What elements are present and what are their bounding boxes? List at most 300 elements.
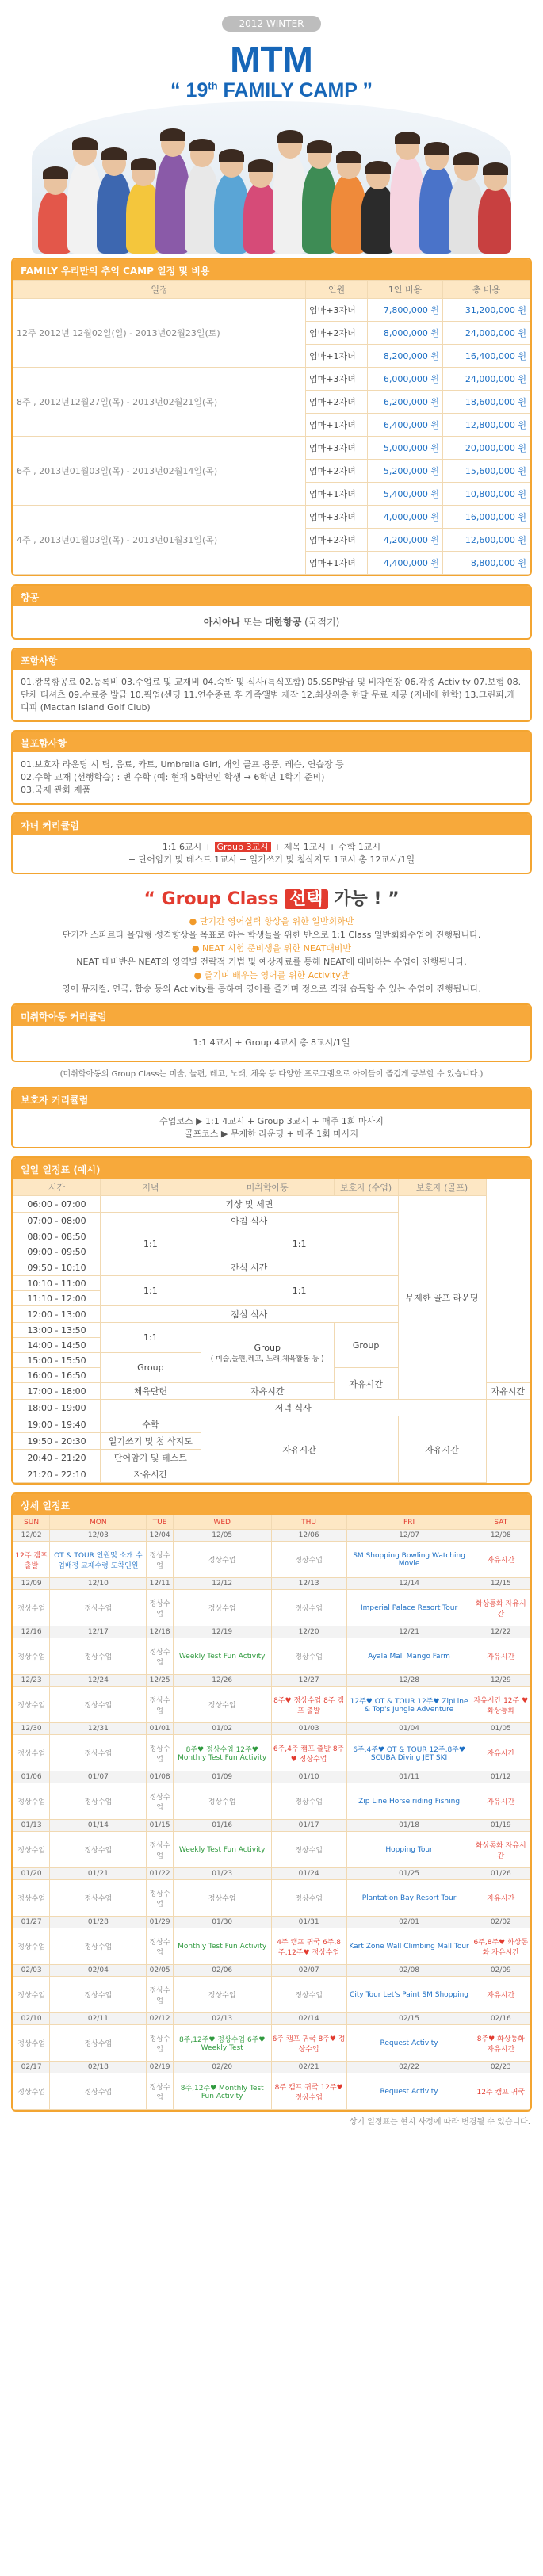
person-hair (131, 158, 156, 170)
event-cell: Request Activity (346, 2025, 472, 2062)
event-cell: 6주,4주♥ OT & TOUR 12주,8주♥ SCUBA Diving JET SKI (346, 1735, 472, 1771)
day-header: MON (50, 1515, 147, 1530)
event-cell: 자유시간 (472, 1638, 530, 1675)
event-cell: 6주,8주♥ 화상통화 자유시간 (472, 1928, 530, 1965)
price-row (13, 437, 530, 460)
price-people: 엄마+2자녀 (306, 322, 368, 345)
event-cell: Zip Line Horse riding Fishing (346, 1783, 472, 1820)
date-cell: 01/14 (50, 1820, 147, 1832)
date-cell: 02/03 (13, 1965, 50, 1977)
event-cell: 정상수업 (271, 1783, 346, 1820)
date-cell: 02/17 (13, 2062, 50, 2073)
activity-cell: 1:1 (201, 1229, 398, 1259)
airline-note: (국적기) (301, 617, 340, 628)
activity-cell: 자유시간 (201, 1383, 334, 1400)
activity-cell: 아침 식사 (101, 1213, 399, 1229)
date-cell: 02/04 (50, 1965, 147, 1977)
guardian-title: 보호자 커리큘럼 (13, 1088, 530, 1109)
date-cell: 01/24 (271, 1868, 346, 1880)
date-row (13, 1868, 530, 1880)
event-cell: 정상수업 (50, 1590, 147, 1626)
price-total: 16,400,000 원 (443, 345, 530, 368)
event-cell: 6주,4주 캠프 출발 8주♥ 정상수업 (271, 1735, 346, 1771)
person-hair (395, 132, 420, 144)
preschool-line: 1:1 4교시 + Group 4교시 총 8교시/1일 (193, 1038, 350, 1048)
date-cell: 02/09 (472, 1965, 530, 1977)
event-cell: 화상통화 자유시간 (472, 1832, 530, 1868)
event-row (13, 1590, 530, 1626)
preschool-group (201, 1323, 334, 1383)
price-people: 엄마+2자녀 (306, 529, 368, 552)
price-schedule: 8주 , 2012년12월27일(목) - 2013년02월21일(목) (13, 368, 306, 437)
activity-cell: 점심 식사 (101, 1306, 399, 1323)
daily-row (13, 1196, 530, 1213)
pre-group-label: Group (254, 1342, 281, 1353)
time-cell: 13:00 - 13:50 (13, 1323, 101, 1338)
pre-group-sub: ( 미술,놀편,레고, 노래,체육활동 등 ) (210, 1355, 324, 1363)
col-per-person: 1인 비용 (368, 281, 443, 299)
activity-cell: 체육단련 (101, 1383, 201, 1400)
event-cell: 정상수업 (173, 1687, 271, 1723)
date-cell: 12/05 (173, 1530, 271, 1542)
event-cell: 12주 캠프 출발 (13, 1542, 50, 1578)
children-title: 자녀 커리큘럼 (13, 814, 530, 835)
calendar-section (11, 1492, 532, 2112)
col-total: 총 비용 (443, 281, 530, 299)
time-cell: 21:20 - 22:10 (13, 1466, 101, 1483)
event-cell: 정상수업 (13, 1735, 50, 1771)
event-cell: 8주 캠프 귀국 12주♥ 정상수업 (271, 2073, 346, 2110)
event-cell: 정상수업 (147, 1638, 173, 1675)
gc-item-body: 영어 뮤지컬, 연극, 합송 등의 Activity를 통하여 영어를 즐기며 정으로 직접 습득할 수 있는 수업이 진행됩니다. (61, 984, 482, 994)
event-cell: 정상수업 (147, 1735, 173, 1771)
airline-section (11, 584, 532, 640)
event-cell: 정상수업 (50, 1832, 147, 1868)
price-people: 엄마+2자녀 (306, 460, 368, 483)
date-cell: 02/14 (271, 2013, 346, 2025)
event-cell: 정상수업 (271, 1590, 346, 1626)
event-cell: 정상수업 (271, 1880, 346, 1917)
gc-title-a: “ Group Class (143, 889, 285, 909)
daily-row (13, 1400, 530, 1416)
price-per-person: 8,200,000 원 (368, 345, 443, 368)
event-row (13, 1783, 530, 1820)
guardian-line: 수업코스 ▶ 1:1 4교시 + Group 3교시 + 매주 1회 마사지 (159, 1116, 384, 1126)
price-total: 24,000,000 원 (443, 368, 530, 391)
event-cell: 정상수업 (147, 1880, 173, 1917)
date-cell: 01/22 (147, 1868, 173, 1880)
event-cell: 8주♥ 화상통화 자유시간 (472, 2025, 530, 2062)
person-hair (424, 142, 449, 155)
children-section (11, 812, 532, 874)
date-cell: 12/10 (50, 1578, 147, 1590)
person-hair (72, 137, 98, 150)
date-row (13, 1771, 530, 1783)
children-c: + 제목 1교시 + 수학 1교시 (270, 842, 381, 852)
date-cell: 12/16 (13, 1626, 50, 1638)
group-class-title (0, 885, 543, 910)
gc-item-head: ● NEAT 시험 준비생을 위한 NEAT대비반 (191, 943, 352, 954)
event-cell: OT & TOUR 인원및 소개 수업배정 교재수령 도착인원 (50, 1542, 147, 1578)
date-cell: 01/28 (50, 1917, 147, 1928)
date-cell: 12/26 (173, 1675, 271, 1687)
day-header: SAT (472, 1515, 530, 1530)
excluded-title: 불포함사항 (13, 732, 530, 752)
price-schedule: 4주 , 2013년01월03일(목) - 2013년01월31일(목) (13, 506, 306, 575)
person-hair (277, 130, 303, 143)
guardian-line: 골프코스 ▶ 무제한 라운딩 + 매주 1회 마사지 (184, 1129, 359, 1139)
price-people: 엄마+2자녀 (306, 391, 368, 414)
preschool-section (11, 1003, 532, 1062)
day-header: FRI (346, 1515, 472, 1530)
date-row (13, 1917, 530, 1928)
event-cell: 정상수업 (13, 1783, 50, 1820)
event-cell: 자유시간 (472, 1542, 530, 1578)
event-cell: Imperial Palace Resort Tour (346, 1590, 472, 1626)
event-cell: 정상수업 (173, 1880, 271, 1917)
hero-header (0, 0, 543, 258)
event-cell: Weekly Test Fun Activity (173, 1638, 271, 1675)
date-row (13, 2062, 530, 2073)
price-people: 엄마+1자녀 (306, 345, 368, 368)
price-per-person: 6,200,000 원 (368, 391, 443, 414)
event-cell: 정상수업 (147, 1783, 173, 1820)
event-cell: 12주 캠프 귀국 (472, 2073, 530, 2110)
activity-cell: 간식 시간 (101, 1259, 399, 1276)
price-schedule: 12주 2012년 12월02일(일) - 2013년02월23일(토) (13, 299, 306, 368)
event-cell: 정상수업 (173, 1542, 271, 1578)
excluded-line: 03.국제 관화 제품 (21, 785, 91, 795)
event-cell: 정상수업 (147, 1832, 173, 1868)
date-cell: 01/12 (472, 1771, 530, 1783)
gc-head-text: 즐기며 배우는 영어를 위한 Activity반 (204, 970, 350, 980)
event-cell: 정상수업 (13, 1638, 50, 1675)
footer-note: 상기 일정표는 현지 사정에 따라 변경될 수 있습니다. (349, 2118, 530, 2127)
event-cell: 정상수업 (50, 1687, 147, 1723)
daily-col: 저녁 (101, 1179, 201, 1196)
daily-title: 일일 일정표 (예시) (13, 1158, 530, 1179)
activity-cell: Group (334, 1323, 398, 1368)
date-cell: 01/30 (173, 1917, 271, 1928)
event-row (13, 1687, 530, 1723)
price-row (13, 506, 530, 529)
event-cell: Weekly Test Fun Activity (173, 1832, 271, 1868)
time-cell: 20:40 - 21:20 (13, 1450, 101, 1466)
time-cell: 06:00 - 07:00 (13, 1196, 101, 1213)
date-cell: 01/15 (147, 1820, 173, 1832)
date-cell: 01/06 (13, 1771, 50, 1783)
date-cell: 12/08 (472, 1530, 530, 1542)
event-cell: 정상수업 (147, 2073, 173, 2110)
activity-cell: 저녁 식사 (101, 1400, 487, 1416)
gc-item (0, 942, 543, 969)
price-total: 16,000,000 원 (443, 506, 530, 529)
activity-cell: 1:1 (101, 1276, 201, 1306)
activity-cell: 1:1 (101, 1229, 201, 1259)
date-cell: 12/20 (271, 1626, 346, 1638)
price-total: 15,600,000 원 (443, 460, 530, 483)
brand-title: MTM (230, 39, 313, 80)
daily-col: 보호자 (수업) (334, 1179, 398, 1196)
airline-b: 대한항공 (264, 617, 302, 628)
activity-cell: 무제한 골프 라운딩 (398, 1196, 486, 1400)
date-cell: 02/01 (346, 1917, 472, 1928)
date-cell: 01/05 (472, 1723, 530, 1735)
event-cell: 자유시간 (472, 1783, 530, 1820)
price-section (11, 258, 532, 576)
time-cell: 10:10 - 11:00 (13, 1276, 101, 1291)
event-cell: 8주♥ 정상수업 8주 캠프 출발 (271, 1687, 346, 1723)
date-cell: 12/24 (50, 1675, 147, 1687)
price-total: 10,800,000 원 (443, 483, 530, 506)
event-cell: 정상수업 (147, 1590, 173, 1626)
event-cell: 정상수업 (50, 1977, 147, 2013)
price-schedule: 6주 , 2013년01월03일(목) - 2013년02월14일(목) (13, 437, 306, 506)
preschool-note: (미취학아동의 Group Class는 미술, 놀편, 레고, 노래, 체육 등 다양한 프로그램으로 아이들이 즐겁게 공부할 수 있습니다.) (59, 1070, 484, 1079)
event-cell: 8주♥ 정상수업 12주♥ Monthly Test Fun Activity (173, 1735, 271, 1771)
excluded-line: 02.수학 교재 (선행학습) : 변 수학 (예: 현재 5학년인 학생 → 6학년 1학기 준비) (21, 772, 325, 782)
event-cell: 자유시간 (472, 1880, 530, 1917)
event-cell: Ayala Mall Mango Farm (346, 1638, 472, 1675)
gc-head-text: 단기간 영어실력 향상을 위한 일반회화반 (199, 916, 354, 927)
activity-cell: Group (101, 1353, 201, 1383)
activity-cell: 단어암기 및 테스트 (101, 1450, 201, 1466)
price-per-person: 5,000,000 원 (368, 437, 443, 460)
date-cell: 01/13 (13, 1820, 50, 1832)
event-cell: 정상수업 (147, 1928, 173, 1965)
price-row (13, 299, 530, 322)
event-cell: 정상수업 (147, 1687, 173, 1723)
event-cell: 정상수업 (13, 1832, 50, 1868)
price-per-person: 4,400,000 원 (368, 552, 443, 575)
date-cell: 12/17 (50, 1626, 147, 1638)
price-per-person: 8,000,000 원 (368, 322, 443, 345)
date-row (13, 1530, 530, 1542)
date-cell: 01/07 (50, 1771, 147, 1783)
event-cell: 화상통화 자유시간 (472, 1590, 530, 1626)
date-cell: 01/11 (346, 1771, 472, 1783)
event-cell: 8주,12주♥ 정상수업 6주♥ Weekly Test (173, 2025, 271, 2062)
person-hair (483, 162, 508, 175)
excluded-section (11, 730, 532, 805)
person-hair (219, 149, 244, 162)
activity-cell: 자유시간 (486, 1383, 530, 1400)
preschool-title: 미취학아동 커리큘럼 (13, 1005, 530, 1026)
price-per-person: 4,200,000 원 (368, 529, 443, 552)
event-cell: 정상수업 (13, 1977, 50, 2013)
event-cell: 정상수업 (147, 1542, 173, 1578)
time-cell: 07:00 - 08:00 (13, 1213, 101, 1229)
date-cell: 12/19 (173, 1626, 271, 1638)
person-figure (478, 186, 511, 254)
price-total: 12,600,000 원 (443, 529, 530, 552)
date-cell: 01/31 (271, 1917, 346, 1928)
airline-title: 항공 (13, 586, 530, 606)
date-row (13, 1578, 530, 1590)
event-cell: 정상수업 (173, 1783, 271, 1820)
date-cell: 01/21 (50, 1868, 147, 1880)
date-cell: 02/11 (50, 2013, 147, 2025)
person-hair (365, 161, 391, 174)
event-cell: 정상수업 (50, 2025, 147, 2062)
included-title: 포함사항 (13, 649, 530, 670)
price-per-person: 4,000,000 원 (368, 506, 443, 529)
person-hair (307, 140, 332, 153)
event-row (13, 1735, 530, 1771)
time-cell: 09:00 - 09:50 (13, 1244, 101, 1259)
event-cell: 정상수업 (173, 1977, 271, 2013)
calendar-title: 상세 일정표 (13, 1494, 530, 1515)
event-cell: SM Shopping Bowling Watching Movie (346, 1542, 472, 1578)
date-cell: 01/09 (173, 1771, 271, 1783)
event-cell: 정상수업 (271, 1832, 346, 1868)
gc-title-select: 선택 (285, 889, 328, 909)
price-total: 18,600,000 원 (443, 391, 530, 414)
date-cell: 02/20 (173, 2062, 271, 2073)
price-total: 31,200,000 원 (443, 299, 530, 322)
date-cell: 02/08 (346, 1965, 472, 1977)
event-cell: 정상수업 (173, 1590, 271, 1626)
date-row (13, 1626, 530, 1638)
date-cell: 01/04 (346, 1723, 472, 1735)
date-cell: 02/19 (147, 2062, 173, 2073)
event-cell: 자유시간 (472, 1735, 530, 1771)
date-cell: 12/06 (271, 1530, 346, 1542)
event-cell: 정상수업 (271, 1977, 346, 2013)
date-cell: 01/26 (472, 1868, 530, 1880)
date-cell: 01/18 (346, 1820, 472, 1832)
activity-cell: 자유시간 (101, 1466, 201, 1483)
date-cell: 12/27 (271, 1675, 346, 1687)
activity-cell: 수학 (101, 1416, 201, 1433)
event-row (13, 1928, 530, 1965)
event-cell: 정상수업 (50, 1638, 147, 1675)
preschool-body (13, 1026, 530, 1061)
date-cell: 12/03 (50, 1530, 147, 1542)
date-cell: 01/27 (13, 1917, 50, 1928)
event-cell: 정상수업 (13, 1687, 50, 1723)
col-schedule: 일정 (13, 281, 306, 299)
event-cell: Kart Zone Wall Climbing Mall Tour (346, 1928, 472, 1965)
time-cell: 12:00 - 13:00 (13, 1306, 101, 1323)
event-cell: 정상수업 (50, 1880, 147, 1917)
date-cell: 02/10 (13, 2013, 50, 2025)
daily-col: 시간 (13, 1179, 101, 1196)
person-hair (43, 166, 68, 179)
time-cell: 14:00 - 14:50 (13, 1338, 101, 1353)
date-cell: 02/22 (346, 2062, 472, 2073)
date-cell: 12/31 (50, 1723, 147, 1735)
person-hair (189, 139, 215, 151)
subtitle-text: FAMILY CAMP ” (217, 79, 373, 101)
date-cell: 02/07 (271, 1965, 346, 1977)
gc-head-text: NEAT 시험 준비생을 위한 NEAT대비반 (202, 943, 352, 954)
price-title: FAMILY 우리만의 추억 CAMP 일정 및 비용 (13, 259, 530, 280)
event-cell: 정상수업 (13, 2073, 50, 2110)
time-cell: 16:00 - 16:50 (13, 1368, 101, 1383)
price-per-person: 6,400,000 원 (368, 414, 443, 437)
date-cell: 01/10 (271, 1771, 346, 1783)
guardian-section (11, 1087, 532, 1148)
children-body (13, 835, 530, 873)
date-cell: 02/21 (271, 2062, 346, 2073)
event-cell: 정상수업 (13, 1590, 50, 1626)
excluded-line: 01.보호자 라운딩 시 팁, 음료, 카트, Umbrella Girl, 개인 골프 용품, 레슨, 연습장 등 (21, 759, 344, 770)
event-cell: 정상수업 (13, 1928, 50, 1965)
date-cell: 01/29 (147, 1917, 173, 1928)
price-people: 엄마+1자녀 (306, 552, 368, 575)
date-cell: 02/02 (472, 1917, 530, 1928)
event-cell: Request Activity (346, 2073, 472, 2110)
date-cell: 12/18 (147, 1626, 173, 1638)
included-text: 01.왕복항공료 02.등록비 03.수업료 및 교재비 04.숙박 및 식사(특식포함) 05.SSP발급 및 비자연장 06.각종 Activity 07.보험 08.단체 티셔츠 09.수료증 발급 10.픽업(센딩 11.연수종료 후 가족앨범 제작 12.최상위층 한달 무료 제공 (지네에 한함) 13.그린피,캐디피 (Mactan Island Golf Club) (21, 677, 522, 713)
time-cell: 19:00 - 19:40 (13, 1416, 101, 1433)
event-cell: 정상수업 (13, 1880, 50, 1917)
date-cell: 12/29 (472, 1675, 530, 1687)
date-row (13, 1820, 530, 1832)
date-cell: 02/12 (147, 2013, 173, 2025)
camp-subtitle (0, 79, 543, 102)
daily-section (11, 1156, 532, 1485)
season-badge: 2012 WINTER (222, 16, 322, 32)
guardian-body (13, 1109, 530, 1147)
price-per-person: 7,800,000 원 (368, 299, 443, 322)
day-header: TUE (147, 1515, 173, 1530)
day-header: WED (173, 1515, 271, 1530)
date-cell: 12/23 (13, 1675, 50, 1687)
person-hair (101, 147, 127, 160)
gc-item-head: ● 즐기며 배우는 영어를 위한 Activity반 (193, 970, 350, 980)
price-total: 24,000,000 원 (443, 322, 530, 345)
date-cell: 12/02 (13, 1530, 50, 1542)
event-cell: Plantation Bay Resort Tour (346, 1880, 472, 1917)
excluded-list (13, 752, 530, 803)
date-cell: 01/19 (472, 1820, 530, 1832)
date-cell: 02/06 (173, 1965, 271, 1977)
event-cell: 정상수업 (13, 2025, 50, 2062)
time-cell: 17:00 - 18:00 (13, 1383, 101, 1400)
gc-item (0, 969, 543, 996)
event-cell: Hopping Tour (346, 1832, 472, 1868)
event-cell: City Tour Let's Paint SM Shopping (346, 1977, 472, 2013)
daily-row (13, 1416, 530, 1433)
date-cell: 12/15 (472, 1578, 530, 1590)
daily-col: 미취학아동 (201, 1179, 334, 1196)
event-cell: 정상수업 (271, 1638, 346, 1675)
children-a: 1:1 6교시 + (162, 842, 215, 852)
date-row (13, 1723, 530, 1735)
event-cell: 정상수업 (50, 1735, 147, 1771)
gc-item-body: 단기간 스파르타 몰입형 성격향상을 목표로 하는 학생들을 위한 반으로 1:1 Class 일반회화수업이 진행됩니다. (62, 930, 481, 940)
time-cell: 18:00 - 19:00 (13, 1400, 101, 1416)
price-per-person: 6,000,000 원 (368, 368, 443, 391)
gc-item-body: NEAT 대비반은 NEAT의 영역별 전략적 기법 및 예상자료를 통해 NEAT에 대비하는 수업이 진행됩니다. (76, 957, 467, 967)
date-cell: 12/13 (271, 1578, 346, 1590)
price-people: 엄마+3자녀 (306, 506, 368, 529)
date-row (13, 1965, 530, 1977)
event-cell: 6주 캠프 귀국 8주♥ 정상수업 (271, 2025, 346, 2062)
event-cell: 8주,12주♥ Monthly Test Fun Activity (173, 2073, 271, 2110)
date-cell: 12/25 (147, 1675, 173, 1687)
price-total: 8,800,000 원 (443, 552, 530, 575)
gc-item-head: ● 단기간 영어실력 향상을 위한 일반회화반 (189, 916, 354, 927)
activity-cell: 자유시간 (201, 1416, 398, 1483)
activity-cell: 기상 및 세면 (101, 1196, 399, 1213)
event-cell: 자유시간 12주 ♥화상통화 (472, 1687, 530, 1723)
time-cell: 15:00 - 15:50 (13, 1353, 101, 1368)
date-cell: 02/15 (346, 2013, 472, 2025)
event-row (13, 1542, 530, 1578)
